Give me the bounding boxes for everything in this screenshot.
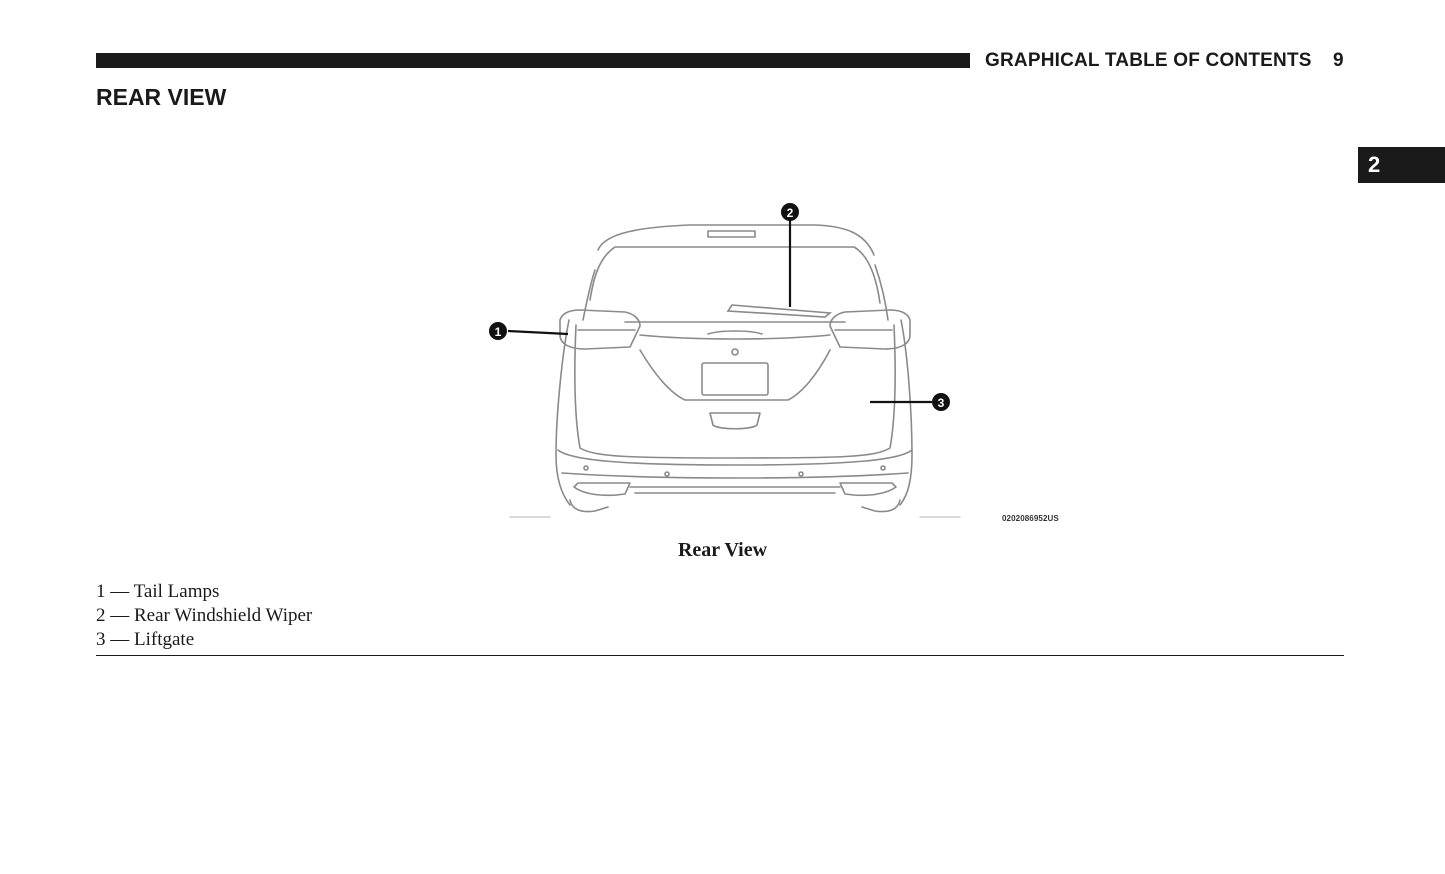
legend-item-rear-wiper: 2 — Rear Windshield Wiper bbox=[96, 605, 313, 626]
callout-3-label: 3 bbox=[937, 396, 945, 410]
running-header-title: GRAPHICAL TABLE OF CONTENTS bbox=[985, 50, 1312, 71]
callout-3 bbox=[932, 393, 950, 411]
section-divider bbox=[96, 655, 1344, 656]
callout-2 bbox=[781, 203, 799, 221]
page-number: 9 bbox=[1333, 50, 1344, 71]
callout-1-label: 1 bbox=[494, 325, 502, 339]
legend-item-tail-lamps: 1 — Tail Lamps bbox=[96, 581, 220, 602]
section-title: REAR VIEW bbox=[96, 84, 227, 110]
callout-1 bbox=[489, 322, 507, 340]
legend-list bbox=[96, 580, 312, 652]
callout-2-label: 2 bbox=[786, 206, 794, 220]
chapter-tab[interactable]: 2 bbox=[1358, 147, 1445, 183]
header-bar bbox=[96, 53, 970, 68]
rear-view-illustration bbox=[470, 195, 1080, 530]
vehicle-rear-drawing bbox=[470, 195, 1080, 530]
callout-1-leader bbox=[508, 331, 568, 334]
figure-id: 0202086952US bbox=[1002, 514, 1059, 523]
legend-item-liftgate: 3 — Liftgate bbox=[96, 629, 195, 650]
figure-caption: Rear View bbox=[677, 539, 768, 561]
